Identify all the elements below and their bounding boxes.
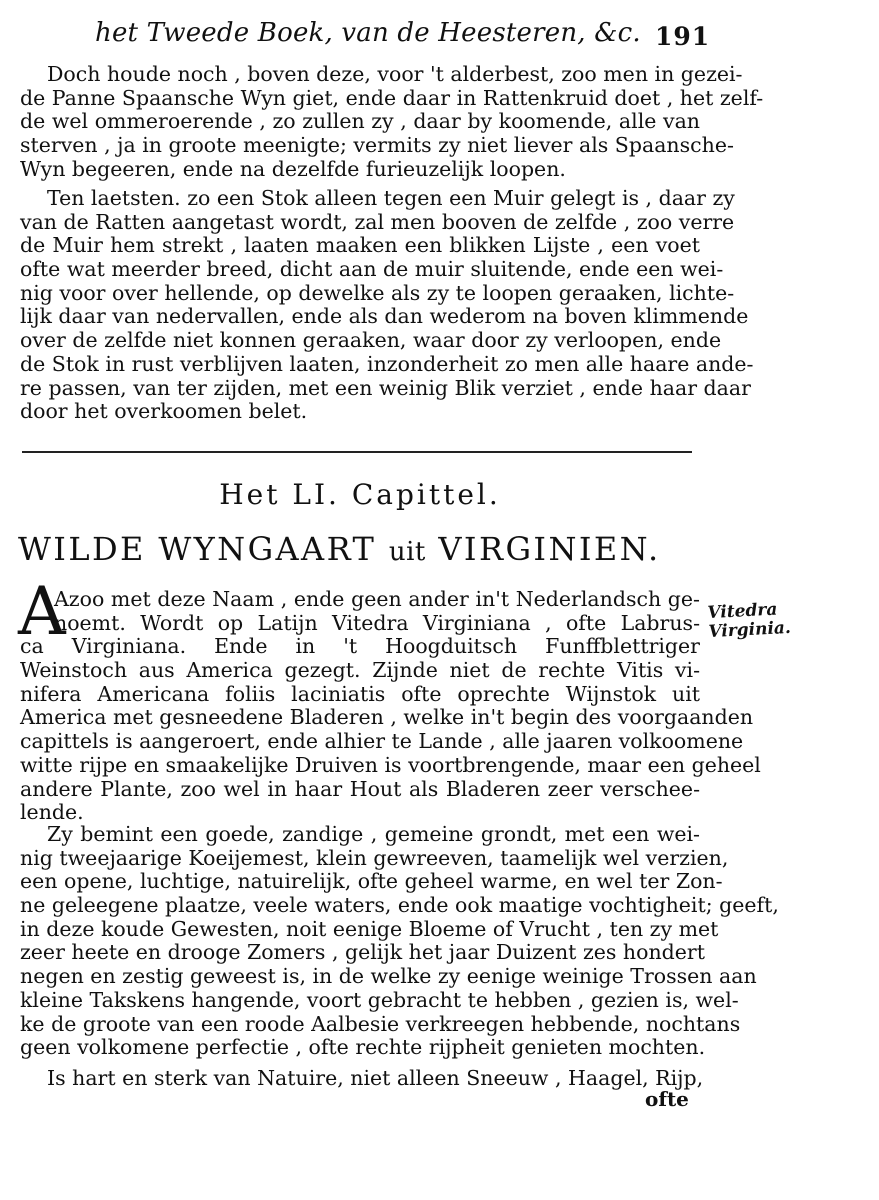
text-line: Is hart en sterk van Natuire, niet alleen Sneeuw , Haagel, Rijp, <box>47 1066 704 1090</box>
text-line: de wel ommeroerende , zo zullen zy , daar by koomende, alle van <box>20 109 700 134</box>
text-line: nifera Americana foliis laciniatis ofte oprechte Wijnstok uit <box>20 681 700 706</box>
chapter-heading: Het LI. Capittel. <box>219 478 501 511</box>
text-line: ne geleegene plaatze, veele waters, ende ook maatige vochtigheit; geeft, <box>20 893 779 918</box>
text-line: de Panne Spaansche Wyn giet, ende daar in Rattenkruid doet , het zelf- <box>20 85 764 110</box>
section-divider <box>22 451 692 453</box>
paragraph-rat-stick <box>20 186 754 424</box>
text-line: ca Virginiana. Ende in 't Hoogduitsch Funffblettriger <box>20 634 700 659</box>
margin-note-line: Vitedra <box>707 599 778 624</box>
text-line: andere Plante, zoo wel in haar Hout als Bladeren zeer verschee- <box>20 776 700 801</box>
text-line: Zy bemint een goede, zandige , gemeine grondt, met een wei- <box>47 822 700 846</box>
text-line: kleine Takskens hangende, voort gebracht te hebben , gezien is, wel- <box>20 987 739 1012</box>
text-line: noemt. Wordt op Latijn Vitedra Virginiana , ofte Labrus- <box>54 610 700 635</box>
text-line: geen volkomene perfectie , ofte rechte rijpheit genieten mochten. <box>20 1035 706 1060</box>
page-number: 191 <box>655 22 711 51</box>
text-line: America met gesneedene Bladeren , welke in't begin des voorgaanden <box>20 705 754 730</box>
text-line: een opene, luchtige, natuirelijk, ofte geheel warme, en wel ter Zon- <box>20 869 723 894</box>
text-line: nig voor over hellende, op dewelke als zy te loopen geraaken, lichte- <box>20 280 735 305</box>
text-line: Azoo met deze Naam , ende geen ander in't Nederlandsch ge- <box>54 587 700 611</box>
text-line: van de Ratten aangetast wordt, zal men booven de zelfde , zoo verre <box>20 209 735 234</box>
text-line: negen en zestig geweest is, in de welke zy eenige weinige Trossen aan <box>20 964 757 989</box>
text-line: in deze koude Gewesten, noit eenige Bloeme of Vrucht , ten zy met <box>20 916 719 941</box>
text-line: Weinstoch aus America gezegt. Zijnde niet de rechte Vitis vi- <box>20 658 700 683</box>
text-line: lijk daar van nedervallen, ende als dan wederom na boven klimmende <box>20 304 749 329</box>
paragraph-cultivation <box>20 822 779 1060</box>
text-line: nig tweejaarige Koeijemest, klein gewreeven, taamelijk wel verzien, <box>20 845 729 870</box>
drop-cap: A <box>18 573 66 650</box>
margin-note-line: Virginia. <box>708 617 792 643</box>
running-title: het Tweede Boek, van de Heesteren, &c. <box>95 18 641 48</box>
chapter-title <box>18 530 708 568</box>
text-line: de Muir hem strekt , laaten maaken een blikken Lijste , een voet <box>20 233 700 258</box>
margin-note <box>707 600 791 642</box>
title-part-place: VIRGINIEN. <box>438 530 661 568</box>
text-line: witte rijpe en smaakelijke Druiven is voortbrengende, maar een geheel <box>20 752 761 777</box>
title-part-main: WILDE WYNGAART <box>18 530 377 568</box>
text-line: Doch houde noch , boven deze, voor 't alderbest, zoo men in gezei- <box>47 62 743 86</box>
catchword: ofte <box>645 1087 689 1111</box>
text-line: Ten laetsten. zo een Stok alleen tegen een Muir gelegt is , daar zy <box>47 186 735 210</box>
paragraph-description <box>20 587 761 825</box>
text-line: de Stok in rust verblijven laaten, inzonderheit zo men alle haare ande- <box>20 351 754 376</box>
text-line: zeer heete en drooge Zomers , gelijk het jaar Duizent zes hondert <box>20 940 705 965</box>
paragraph-hardiness <box>20 1066 704 1091</box>
text-line: capittels is aangeroert, ende alhier te Lande , alle jaaren volkoomene <box>20 729 744 754</box>
text-line: re passen, van ter zijden, met een weinig Blik verziet , ende haar daar <box>20 375 751 400</box>
text-line: sterven , ja in groote meenigte; vermits zy niet liever als Spaansche- <box>20 133 734 158</box>
text-line: ke de groote van een roode Aalbesie verkreegen hebbende, nochtans <box>20 1011 741 1036</box>
paragraph-rat-wine <box>20 62 764 181</box>
text-line: lende. <box>20 800 84 825</box>
text-line: ofte wat meerder breed, dicht aan de muir sluitende, ende een wei- <box>20 257 724 282</box>
text-line: Wyn begeeren, ende na dezelfde furieuzelijk loopen. <box>20 156 566 181</box>
title-part-connector: uit <box>388 537 426 567</box>
text-line: door het overkoomen belet. <box>20 399 308 424</box>
text-line: over de zelfde niet konnen geraaken, waar door zy verloopen, ende <box>20 328 722 353</box>
